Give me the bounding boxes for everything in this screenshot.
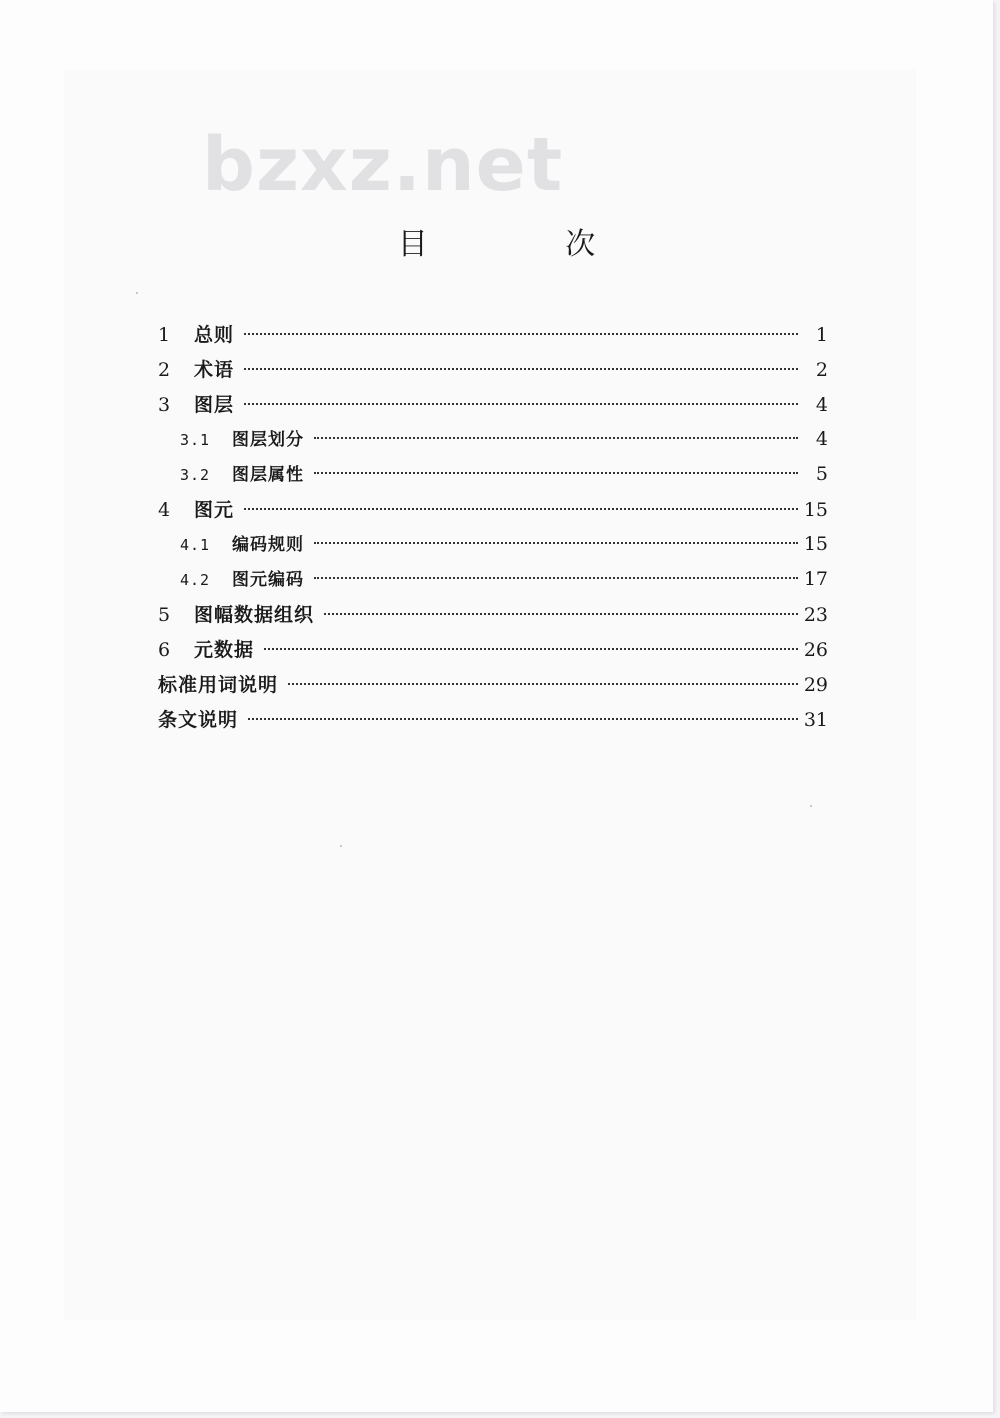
toc-entry-page-number: 15 [803, 499, 828, 521]
toc-entry-label: 图幅数据组织 [194, 604, 315, 626]
toc-entry-number: 5 [158, 604, 171, 626]
toc-entry-number: 6 [158, 639, 171, 661]
toc-entry-label: 条文说明 [158, 709, 239, 731]
toc-dot-leader [264, 648, 798, 650]
toc-entry[interactable] [180, 530, 828, 560]
toc-entry-page-number: 1 [815, 324, 828, 346]
toc-entry-page-number: 4 [815, 428, 828, 450]
toc-entry-label: 标准用词说明 [158, 674, 279, 696]
toc-entry[interactable] [158, 705, 828, 735]
toc-entry-label: 编码规则 [232, 535, 304, 555]
toc-entry[interactable] [158, 670, 828, 700]
toc-dot-leader [248, 718, 798, 720]
toc-entry[interactable] [158, 495, 828, 525]
toc-entry-page-number: 15 [803, 533, 828, 555]
toc-entry-page-number: 2 [815, 359, 828, 381]
toc-entry-page-number: 29 [803, 674, 828, 696]
toc-entry[interactable] [158, 390, 828, 420]
toc-entry[interactable] [180, 565, 828, 595]
toc-dot-leader [314, 472, 798, 474]
scan-speck [810, 805, 812, 807]
toc-entry-label: 术语 [194, 359, 235, 381]
toc-dot-leader [288, 683, 798, 685]
toc-entry[interactable] [158, 355, 828, 385]
toc-dot-leader [314, 437, 798, 439]
toc-entry-number: 1 [158, 324, 171, 346]
page-title: 目 次 [397, 227, 660, 262]
toc-dot-leader [244, 333, 798, 335]
toc-entry-page-number: 4 [815, 394, 828, 416]
watermark: bzxz.net [202, 122, 564, 208]
toc-entry-label: 总则 [194, 324, 235, 346]
toc-entry-label: 图层划分 [232, 430, 304, 450]
toc-entry-label: 图元 [194, 499, 235, 521]
toc-entry-number: 4 [158, 499, 171, 521]
toc-entry-page-number: 26 [803, 639, 828, 661]
toc-dot-leader [314, 577, 798, 579]
toc-entry-label: 图层属性 [232, 465, 304, 485]
toc-entry-page-number: 31 [803, 709, 828, 731]
toc-entry-number: 3 [158, 394, 171, 416]
toc-entry[interactable] [158, 320, 828, 350]
toc-entry-label: 图层 [194, 394, 235, 416]
toc-dot-leader [244, 403, 798, 405]
scan-speck [340, 845, 342, 847]
toc-entry-number: 4.2 [180, 571, 211, 589]
toc-dot-leader [314, 542, 798, 544]
toc-entry[interactable] [158, 600, 828, 630]
toc-entry-number: 3.2 [180, 466, 211, 484]
toc-entry-page-number: 23 [803, 604, 828, 626]
toc-entry-label: 元数据 [194, 639, 255, 661]
toc-dot-leader [324, 613, 798, 615]
toc-entry-page-number: 17 [803, 568, 828, 590]
toc-dot-leader [244, 368, 798, 370]
toc-entry-number: 3.1 [180, 431, 211, 449]
toc-entry[interactable] [158, 635, 828, 665]
toc-entry-number: 2 [158, 359, 171, 381]
toc-entry[interactable] [180, 460, 828, 490]
toc-dot-leader [244, 508, 798, 510]
toc-entry-label: 图元编码 [232, 570, 304, 590]
toc-entry[interactable] [180, 425, 828, 455]
scan-speck [136, 292, 138, 294]
toc-entry-page-number: 5 [815, 463, 828, 485]
toc-entry-number: 4.1 [180, 536, 211, 554]
